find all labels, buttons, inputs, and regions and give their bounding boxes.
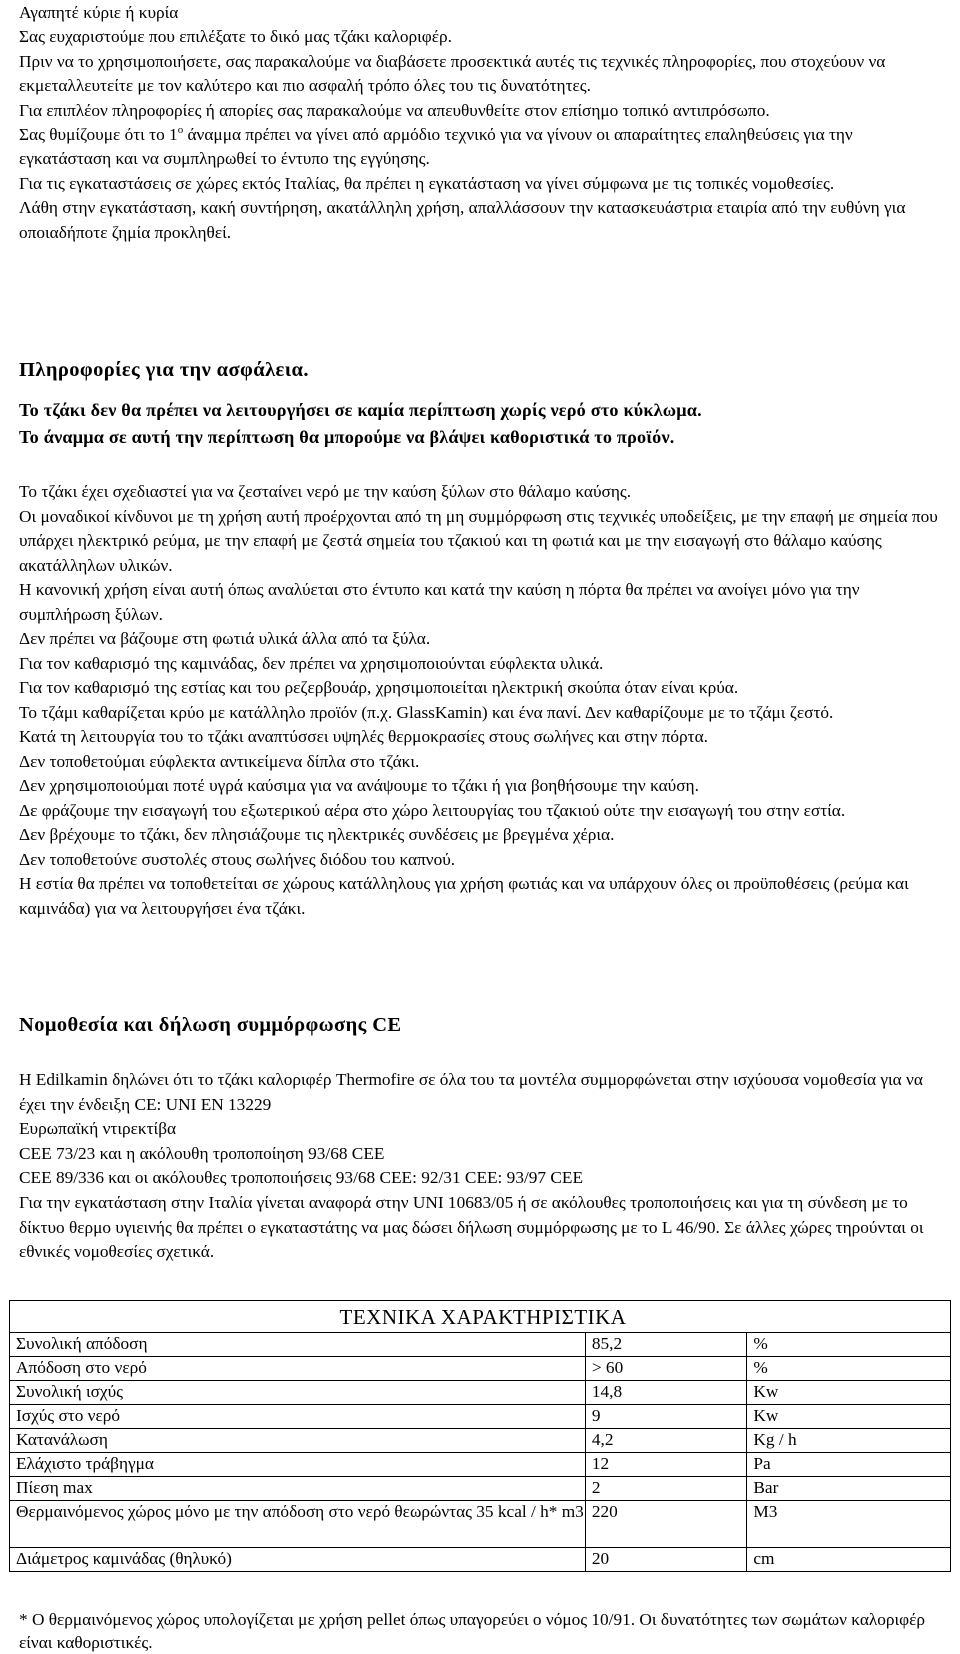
spec-value: 2 [585,1477,747,1501]
safety-item: Το τζάκι έχει σχεδιαστεί για να ζεσταίνει νερό με την καύση ξύλων στο θάλαμο καύσης. [19,482,632,501]
safety-item: Δεν χρησιμοποιούμαι ποτέ υγρά καύσιμα για να ανάψουμε το τζάκι ή για βοηθήσουμε την καύση. [19,776,699,795]
spec-label: Απόδοση στο νερό [10,1357,586,1381]
table-row [10,1357,951,1381]
ce-line: Για την εγκατάσταση στην Ιταλία γίνεται αναφορά στην UNI 10683/05 ή σε ακόλουθες τροποποιήσεις και για τη σύνδεση με το δίκτυο θερμο υγιεινής θα πρέπει ο εγκαταστάτης να μας δώσει δήλωση συμμόρφωσης με το L 46/90. Σε άλλες χώρες τηρούνται οι εθνικές νομοθεσίες σχετικά. [19,1192,924,1262]
spec-label: Διάμετρος καμινάδας (θηλυκό) [10,1548,586,1572]
contact-paragraph: Για επιπλέον πληροφορίες ή απορίες σας παρακαλούμε να απευθυνθείτε στον επίσημο τοπικό αντιπρόσωπο. [19,100,770,120]
spec-label: Θερμαινόμενος χώρος μόνο με την απόδοση στο νερό θεωρώντας 35 kcal / h* m3 [10,1501,586,1548]
first-light-text-b: άναμμα πρέπει να γίνει από αρμόδιο τεχνικό για να γίνουν οι απαραίτητες επαληθεύσεις για την εγκατάσταση και να συμπληρωθεί το έντυπο της εγγύησης. [19,125,853,169]
spec-label: Ελάχιστο τράβηγμα [10,1453,586,1477]
table-row [10,1429,951,1453]
spec-value: 20 [585,1548,747,1572]
spec-unit: Bar [747,1477,951,1501]
table-row [10,1477,951,1501]
spec-unit: Kg / h [747,1429,951,1453]
safety-item: Το τζάμι καθαρίζεται κρύο με κατάλληλο προϊόν (π.χ. GlassKamin) και ένα πανί. Δεν καθαρίζουμε με το τζάμι ζεστό. [19,702,834,722]
spec-value: 220 [585,1501,747,1548]
safety-warning-2: Το άναμμα σε αυτή την περίπτωση θα μπορούμε να βλάψει καθοριστικά το προϊόν. [19,427,675,447]
specs-title-row [10,1301,951,1333]
table-row [10,1381,951,1405]
ce-line: Ευρωπαϊκή ντιρεκτίβα [19,1119,177,1139]
spec-label: Συνολική ισχύς [10,1381,586,1405]
safety-heading: Πληροφορίες για την ασφάλεια. [19,359,309,381]
abroad-paragraph: Για τις εγκαταστάσεις σε χώρες εκτός Ιταλίας, θα πρέπει η εγκατάσταση να γίνει σύμφωνα με τις τοπικές νομοθεσίες. [19,173,835,193]
first-light-ordinal: ο [177,124,184,137]
table-row [10,1405,951,1429]
safety-item: Δεν τοποθετούνε συστολές στους σωλήνες διόδου του καπνού. [19,849,456,869]
ce-line: CEE 73/23 και η ακόλουθη τροποποίηση 93/68 CEE [19,1143,385,1163]
safety-item: Οι μοναδικοί κίνδυνοι με τη χρήση αυτή προέρχονται από τη μη συμμόρφωση στις τεχνικές υποδείξεις, με την επαφή με σημεία που υπάρχει ηλεκτρικό ρεύμα, με την επαφή με ζεστά σημεία του τζακιού και τη φωτιά και με την εισαγωγή στο θάλαμο καύσης ακατάλληλων υλικών. [19,506,938,575]
safety-item: Για τον καθαρισμό της εστίας και του ρεζερβουάρ, χρησιμοποιείται ηλεκτρική σκούπα όταν είναι κρύα. [19,678,739,697]
first-light-paragraph [19,123,949,172]
safety-item: Για τον καθαρισμό της καμινάδας, δεν πρέπει να χρησιμοποιούνται εύφλεκτα υλικά. [19,653,604,673]
ce-line: Η Edilkamin δηλώνει ότι το τζάκι καλοριφέρ Thermofire σε όλα του τα μοντέλα συμμορφώνεται στην ισχύουσα νομοθεσία για να έχει την ένδειξη CE: UNI EN 13229 [19,1070,923,1114]
safety-warning-1: Το τζάκι δεν θα πρέπει να λειτουργήσει σε καμία περίπτωση χωρίς νερό στο κύκλωμα. [19,400,702,420]
ce-line: CEE 89/336 και οι ακόλουθες τροποποιήσεις 93/68 CEE: 92/31 CEE: 93/97 CEE [19,1168,583,1188]
spec-label: Ισχύς στο νερό [10,1405,586,1429]
safety-list [19,480,949,921]
spec-value: 4,2 [585,1429,747,1453]
spec-label: Κατανάλωση [10,1429,586,1453]
spec-value: 14,8 [585,1381,747,1405]
spec-unit: Kw [747,1405,951,1429]
specs-table [9,1300,951,1572]
spec-value: 85,2 [585,1333,747,1357]
spec-label: Πίεση max [10,1477,586,1501]
table-row [10,1333,951,1357]
safety-item: Δεν βρέχουμε το τζάκι, δεν πλησιάζουμε τις ηλεκτρικές συνδέσεις με βρεγμένα χέρια. [19,825,615,844]
spec-unit: Pa [747,1453,951,1477]
salutation: Αγαπητέ κύριε ή κυρία [19,3,179,22]
spec-unit: cm [747,1548,951,1572]
safety-item: Η κανονική χρήση είναι αυτή όπως αναλύεται στο έντυπο και κατά την καύση η πόρτα θα πρέπει να ανοίγει μόνο για την συμπλήρωση ξύλων. [19,580,860,624]
safety-item: Δε φράζουμε την εισαγωγή του εξωτερικού αέρα στο χώρο λειτουργίας του τζακιού ούτε την εισαγωγή του στην εστία. [19,800,846,820]
table-row [10,1548,951,1572]
ce-section [19,1068,949,1265]
spec-value: 12 [585,1453,747,1477]
spec-unit: % [747,1333,951,1357]
safety-item: Κατά τη λειτουργία του το τζάκι αναπτύσσει υψηλές θερμοκρασίες στους σωλήνες και στην πόρτα. [19,727,708,746]
intro-section [19,1,949,245]
spec-unit: M3 [747,1501,951,1548]
table-row [10,1453,951,1477]
spec-value: 9 [585,1405,747,1429]
spec-value: > 60 [585,1357,747,1381]
before-use-paragraph: Πριν να το χρησιμοποιήσετε, σας παρακαλούμε να διαβάσετε προσεκτικά αυτές τις τεχνικές πληροφορίες, που στοχεύουν να εκμεταλλευτείτε με τον καλύτερο και πιο ασφαλή τρόπο όλες του τις δυνατότητες. [19,51,886,96]
specs-title: ΤΕΧΝΙΚΑ ΧΑΡΑΚΤΗΡΙΣΤΙΚΑ [10,1301,951,1333]
spec-unit: Kw [747,1381,951,1405]
thanks-paragraph: Σας ευχαριστούμε που επιλέξατε το δικό μας τζάκι καλοριφέρ. [19,27,452,47]
safety-item: Η εστία θα πρέπει να τοποθετείται σε χώρους κατάλληλους για χρήση φωτιάς και να υπάρχουν όλες οι προϋποθέσεις (ρεύμα και καμινάδα) για να λειτουργήσει ένα τζάκι. [19,874,909,918]
safety-item: Δεν πρέπει να βάζουμε στη φωτιά υλικά άλλα από τα ξύλα. [19,629,431,648]
spec-unit: % [747,1357,951,1381]
spec-label: Συνολική απόδοση [10,1333,586,1357]
specs-footnote: * Ο θερμαινόμενος χώρος υπολογίζεται με χρήση pellet όπως υπαγορεύει ο νόμος 10/91. Οι δυνατότητες των σωμάτων καλοριφέρ είναι καθοριστικές. [19,1610,926,1652]
table-row [10,1501,951,1548]
first-light-text-a: Σας θυμίζουμε ότι το 1 [19,125,178,145]
liability-paragraph: Λάθη στην εγκατάσταση, κακή συντήρηση, ακατάλληλη χρήση, απαλλάσσουν την κατασκευάστρια εταιρία από την ευθύνη για οποιαδήποτε ζημία προκληθεί. [19,198,906,242]
safety-item: Δεν τοποθετούμαι εύφλεκτα αντικείμενα δίπλα στο τζάκι. [19,751,420,771]
ce-heading: Νομοθεσία και δήλωση συμμόρφωσης CE [19,1014,402,1036]
